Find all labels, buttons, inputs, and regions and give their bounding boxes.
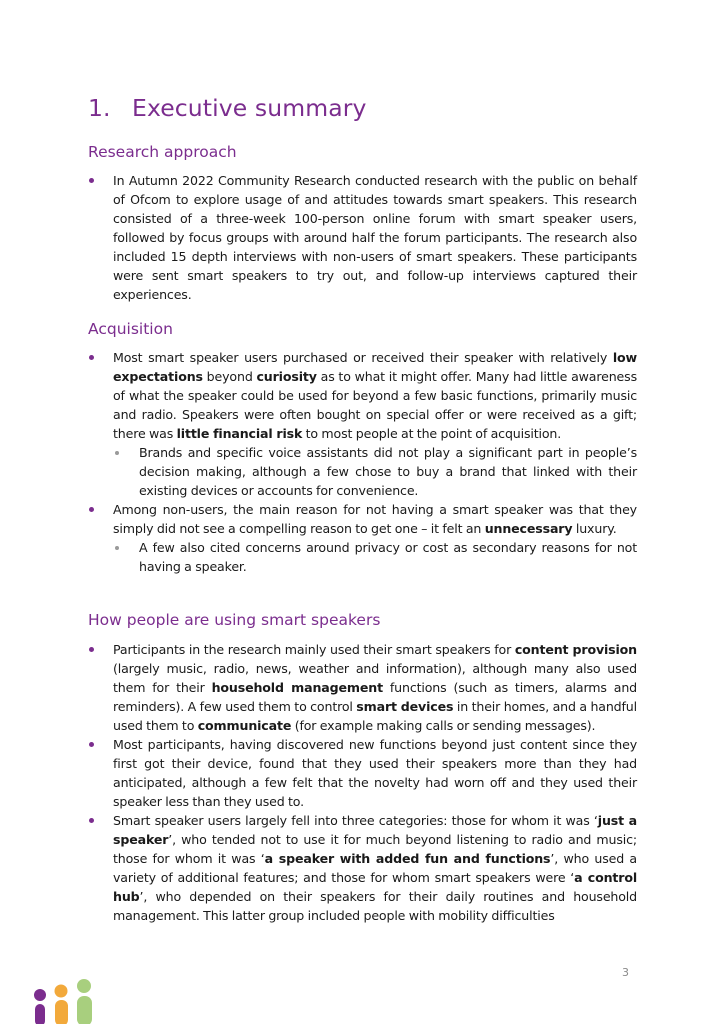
- text-run: Brands and specific voice assistants did not play a significant part in people’s decision making, although a few chose to buy a brand that linked with their existing devices or accounts for convenience.: [139, 445, 637, 498]
- bold-text: just a speaker: [113, 813, 637, 847]
- acquisition-list: [88, 348, 637, 576]
- page-number: 3: [622, 966, 629, 979]
- bold-text: curiosity: [256, 369, 317, 384]
- sub-bullet-item: [88, 538, 637, 576]
- text-run: In Autumn 2022 Community Research conducted research with the public on behalf of Ofcom to explore usage of and attitudes towards smart speakers. This research consisted of a three-week 100-person online forum with smart speaker users, followed by focus groups with around half the forum participants. The research also included 15 depth interviews with non-users of smart speakers. These participants were sent smart speakers to try out, and follow-up interviews captured their experiences.: [113, 173, 637, 302]
- text-run: Most smart speaker users purchased or received their speaker with relatively: [113, 350, 613, 365]
- text-run: ’, who used a variety of additional features; and those for whom smart speakers were ‘: [113, 851, 637, 885]
- bold-text: a speaker with added fun and functions: [264, 851, 551, 866]
- text-run: beyond: [202, 369, 257, 384]
- section-heading-usage: How people are using smart speakers: [88, 611, 381, 629]
- bullet-item: [88, 811, 637, 925]
- heading-number: 1.: [88, 94, 111, 122]
- bullet-item: [88, 171, 637, 304]
- text-run: in their homes, and a handful used them to: [113, 699, 637, 733]
- text-run: A few also cited concerns around privacy or cost as secondary reasons for not having a speaker.: [139, 540, 637, 574]
- text-run: ’, who tended not to use it for much beyond listening to radio and music; those for whom it was ‘: [113, 832, 637, 866]
- sub-bullet-item: [88, 443, 637, 500]
- bullet-item: [88, 348, 637, 443]
- bullet-item: [88, 500, 637, 538]
- text-run: Smart speaker users largely fell into three categories: those for whom it was ‘: [113, 813, 598, 828]
- section-heading-acquisition: Acquisition: [88, 320, 173, 338]
- bold-text: communicate: [197, 718, 292, 733]
- text-run: luxury.: [572, 521, 617, 536]
- section-heading-research-approach: Research approach: [88, 143, 237, 161]
- bold-text: little financial risk: [176, 426, 303, 441]
- bold-text: unnecessary: [484, 521, 573, 536]
- logo-icon: [32, 978, 102, 1024]
- text-run: Among non-users, the main reason for not having a smart speaker was that they simply did not see a compelling reason to get one – it felt an: [113, 502, 637, 536]
- bullet-item: [88, 735, 637, 811]
- bold-text: smart devices: [356, 699, 454, 714]
- research-approach-list: [88, 171, 637, 304]
- bullet-item: [88, 640, 637, 735]
- text-run: (largely music, radio, news, weather and information), although many also used them for their: [113, 661, 637, 695]
- text-run: functions (such as timers, alarms and reminders). A few used them to control: [113, 680, 637, 714]
- bold-text: content provision: [514, 642, 637, 657]
- usage-list: [88, 640, 637, 925]
- heading-title: Executive summary: [132, 94, 367, 122]
- text-run: ’, who depended on their speakers for their daily routines and household management. This latter group included people with mobility difficulties: [113, 889, 637, 923]
- bold-text: a control hub: [113, 870, 637, 904]
- page-heading: [88, 94, 366, 122]
- bold-text: household management: [211, 680, 383, 695]
- bold-text: low expectations: [113, 350, 637, 384]
- text-run: Participants in the research mainly used their smart speakers for: [113, 642, 515, 657]
- text-run: Most participants, having discovered new functions beyond just content since they first got their device, found that they used their speakers more than they had anticipated, although a few felt that the novelty had worn off and they used their speaker less than they used to.: [113, 737, 637, 809]
- text-run: (for example making calls or sending messages).: [291, 718, 596, 733]
- text-run: as to what it might offer. Many had little awareness of what the speaker could be used for beyond a few basic functions, primarily music and radio. Speakers were often bought on special offer or were received as a gift; there was: [113, 369, 637, 441]
- text-run: to most people at the point of acquisition.: [302, 426, 562, 441]
